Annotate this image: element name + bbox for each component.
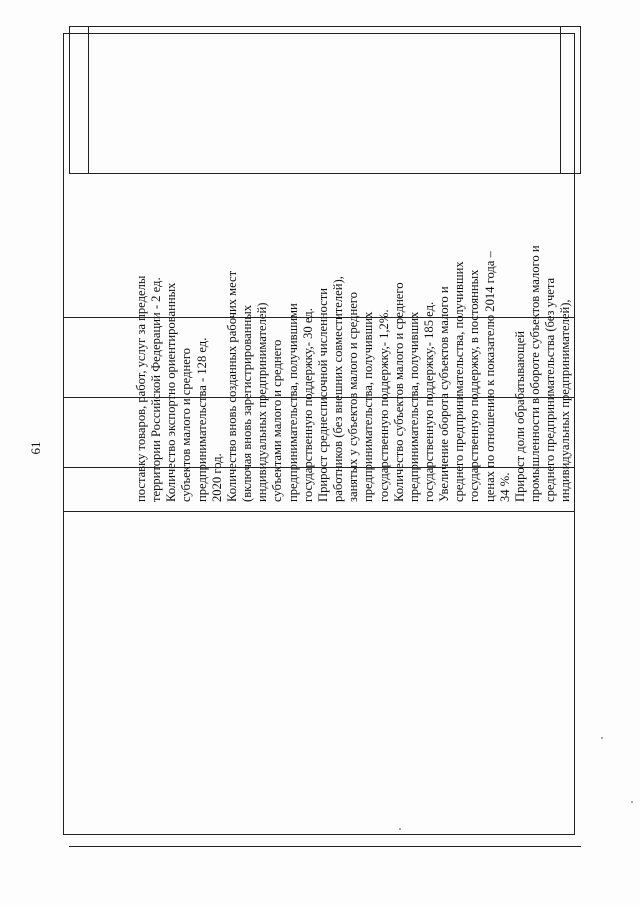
page-number: 61 <box>28 441 43 455</box>
indicator-text-line: 34 %. <box>497 472 512 502</box>
indicator-text-line: государственную поддержку, в постоянных <box>467 269 482 502</box>
scan-speck <box>601 737 603 739</box>
indicator-text-line: территории Российской Федерации - 2 ед. <box>149 277 164 502</box>
indicator-text-line: поставку товаров, работ, услуг за пределы <box>134 275 148 502</box>
indicator-text-line: индивидуальных предпринимателей), <box>558 299 573 502</box>
indicator-text-line: Количество субъектов малого и среднего <box>391 282 406 502</box>
indicator-text-line: государственную поддержку,- 1,2%. <box>376 309 391 502</box>
indicator-text-line: субъектов малого и среднего <box>179 348 194 502</box>
indicator-text-line: среднего предпринимательства, получивших <box>452 261 467 502</box>
indicator-text-line: ценах по отношению к показателю 2014 года – <box>482 251 497 502</box>
indicator-text-line: предпринимательства - 128 ед. <box>194 337 209 502</box>
indicator-text-line: субъектами малого и среднего <box>270 339 285 502</box>
table-row-divider <box>69 846 581 847</box>
indicator-text-line: (включая вновь зарегистрированных <box>240 305 255 502</box>
indicator-text-line: 2020 год. <box>209 453 224 502</box>
indicator-text-line: Количество экспортно ориентированных <box>164 282 179 502</box>
indicators-table <box>63 33 575 835</box>
indicator-text-line: среднего предпринимательства (без учета <box>543 277 558 502</box>
indicator-text-line: занятых у субъектов малого и среднего <box>346 292 361 502</box>
indicator-text-line: Прирост среднесписочной численности <box>315 288 330 502</box>
table-column-divider <box>64 511 574 512</box>
scan-speck <box>399 828 401 830</box>
indicator-text-line: предпринимательства, получившими <box>285 303 300 502</box>
indicator-text-line: работников (без внешних совместителей), <box>331 276 346 502</box>
indicators-cell <box>134 204 573 504</box>
indicator-text-line: промышленности в обороте субъектов малого и <box>528 245 543 502</box>
indicator-text-line: государственную поддержку,- 30 ед. <box>300 308 315 502</box>
indicator-text-line: Количество вновь созданных рабочих мест <box>224 270 239 502</box>
indicator-text-line: индивидуальных предпринимателей) <box>255 302 270 502</box>
indicator-text-line: Прирост доли обрабатывающей <box>512 330 527 502</box>
indicator-text-line: предпринимательства, получивших <box>406 311 421 502</box>
scan-speck <box>631 801 633 803</box>
indicator-text-line: государственную поддержку,- 185 ед. <box>421 301 436 502</box>
indicator-text-line: предпринимательства, получивших <box>361 311 376 502</box>
indicator-text-line: Увеличение оборота субъектов малого и <box>437 286 452 502</box>
